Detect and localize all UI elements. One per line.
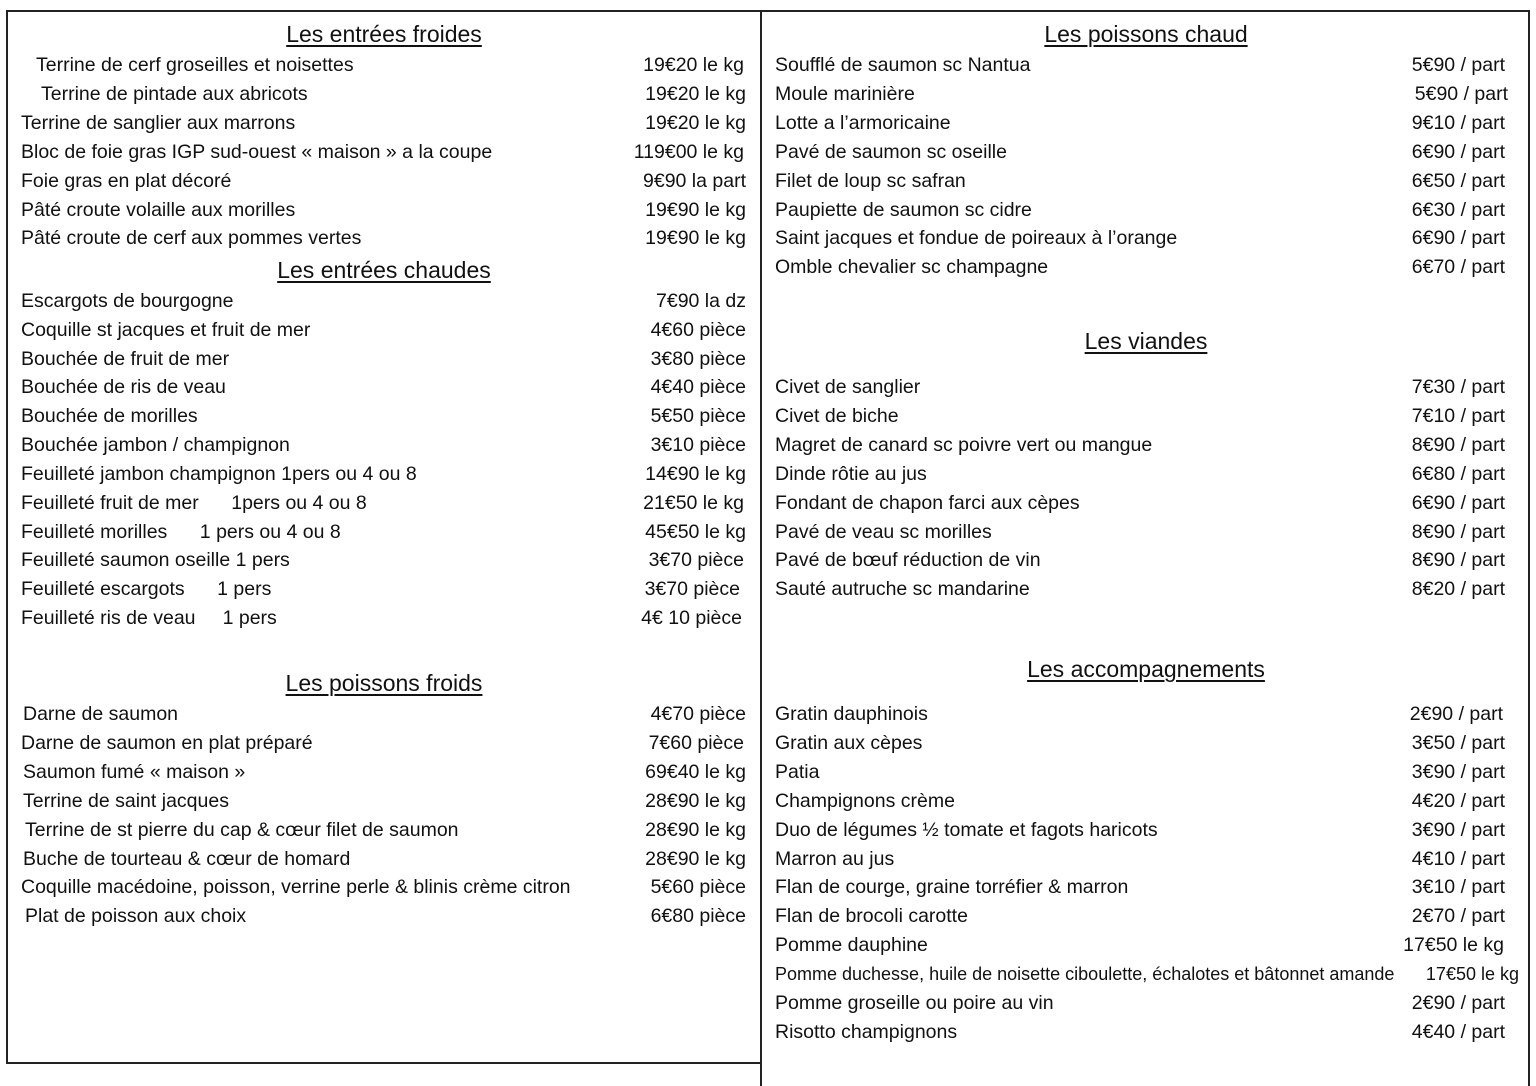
menu-item xyxy=(775,167,1505,196)
menu-item xyxy=(23,758,746,787)
item-name: Pomme dauphine xyxy=(775,934,928,956)
menu-item xyxy=(775,816,1505,845)
item-name: Flan de courge, graine torréfier & marron xyxy=(775,876,1129,898)
item-price: 21€50 le kg xyxy=(643,492,744,514)
item-name: Feuilleté jambon champignon 1pers ou 4 ou 8 xyxy=(21,463,417,485)
item-price: 4€70 pièce xyxy=(650,703,746,725)
item-name: Bouchée de fruit de mer xyxy=(21,348,230,370)
item-price: 3€10 pièce xyxy=(650,434,746,456)
item-name: Saint jacques et fondue de poireaux à l’orange xyxy=(775,227,1178,249)
menu-item xyxy=(775,518,1505,547)
item-price: 4€40 / part xyxy=(1411,1021,1505,1043)
item-name: Terrine de st pierre du cap & cœur filet de saumon xyxy=(25,819,459,841)
item-name: Coquille macédoine, poisson, verrine perle & blinis crème citron xyxy=(21,876,571,898)
item-name: Civet de biche xyxy=(775,405,899,427)
item-price: 7€30 / part xyxy=(1411,376,1505,398)
item-price: 17€50 le kg xyxy=(1425,964,1519,984)
item-name: Soufflé de saumon sc Nantua xyxy=(775,54,1031,76)
menu-item xyxy=(21,287,746,316)
menu-item xyxy=(41,80,746,109)
item-price: 4€20 / part xyxy=(1411,790,1505,812)
menu-item xyxy=(21,460,746,489)
item-price: 7€10 / part xyxy=(1411,405,1505,427)
item-name: Plat de poisson aux choix xyxy=(25,905,247,927)
section-title-entrees-chaudes: Les entrées chaudes xyxy=(277,257,491,283)
menu-item xyxy=(775,373,1505,402)
item-price: 19€90 le kg xyxy=(645,199,746,221)
item-name: Feuilleté ris de veau 1 pers xyxy=(21,607,277,629)
item-price: 7€60 pièce xyxy=(648,732,744,754)
item-name: Feuilleté morilles 1 pers ou 4 ou 8 xyxy=(21,521,341,543)
item-name: Bouchée de morilles xyxy=(21,405,198,427)
item-name: Feuilleté escargots 1 pers xyxy=(21,578,272,600)
item-price: 7€90 la dz xyxy=(656,290,746,312)
menu-item xyxy=(21,431,746,460)
menu-item xyxy=(21,402,746,431)
item-price: 3€70 pièce xyxy=(648,549,744,571)
menu-item xyxy=(775,224,1505,253)
item-name: Gratin aux cèpes xyxy=(775,732,923,754)
item-name: Magret de canard sc poivre vert ou mangue xyxy=(775,434,1153,456)
item-name: Terrine de pintade aux abricots xyxy=(41,83,308,105)
item-name: Pâté croute de cerf aux pommes vertes xyxy=(21,227,362,249)
item-price: 9€90 la part xyxy=(643,170,746,192)
menu-item xyxy=(775,931,1504,960)
menu-item xyxy=(775,489,1505,518)
menu-item xyxy=(23,700,746,729)
menu-item xyxy=(36,51,744,80)
menu-item xyxy=(21,518,746,547)
item-price: 6€80 pièce xyxy=(650,905,746,927)
menu-item xyxy=(25,816,746,845)
menu-item xyxy=(775,51,1505,80)
item-price: 6€90 / part xyxy=(1411,492,1505,514)
item-price: 3€90 / part xyxy=(1411,761,1505,783)
item-name: Terrine de cerf groseilles et noisettes xyxy=(36,54,354,76)
item-name: Terrine de sanglier aux marrons xyxy=(21,112,296,134)
item-name: Gratin dauphinois xyxy=(775,703,928,725)
item-price: 3€50 / part xyxy=(1411,732,1505,754)
item-price: 14€90 le kg xyxy=(645,463,746,485)
menu-item xyxy=(21,575,740,604)
menu-item xyxy=(21,373,746,402)
menu-item xyxy=(775,109,1505,138)
item-price: 17€50 le kg xyxy=(1403,934,1504,956)
item-name: Darne de saumon xyxy=(23,703,179,725)
menu-item xyxy=(21,729,744,758)
item-price: 28€90 le kg xyxy=(645,848,746,870)
item-name: Patia xyxy=(775,761,820,783)
item-name: Fondant de chapon farci aux cèpes xyxy=(775,492,1080,514)
menu-item xyxy=(23,845,746,874)
section-title-accompagnements: Les accompagnements xyxy=(1027,656,1265,682)
menu-item xyxy=(775,960,1519,989)
item-name: Pavé de bœuf réduction de vin xyxy=(775,549,1041,571)
item-name: Pomme groseille ou poire au vin xyxy=(775,992,1054,1014)
menu-item xyxy=(21,109,746,138)
item-name: Saumon fumé « maison » xyxy=(23,761,246,783)
item-name: Foie gras en plat décoré xyxy=(21,170,232,192)
item-price: 5€60 pièce xyxy=(650,876,746,898)
menu-item xyxy=(21,345,746,374)
menu-item xyxy=(21,196,746,225)
item-name: Duo de légumes ½ tomate et fagots haricots xyxy=(775,819,1158,841)
item-price: 19€90 le kg xyxy=(645,227,746,249)
menu-item xyxy=(23,787,746,816)
item-price: 3€10 / part xyxy=(1411,876,1505,898)
item-price: 19€20 le kg xyxy=(645,112,746,134)
menu-item xyxy=(775,431,1505,460)
menu-item xyxy=(775,729,1505,758)
item-price: 2€90 / part xyxy=(1411,992,1505,1014)
menu-item xyxy=(775,253,1505,282)
item-name: Paupiette de saumon sc cidre xyxy=(775,199,1032,221)
item-price: 4€10 / part xyxy=(1411,848,1505,870)
menu-item xyxy=(775,575,1505,604)
item-name: Bloc de foie gras IGP sud-ouest « maison » a la coupe xyxy=(21,141,493,163)
menu-item xyxy=(21,167,746,196)
section-title-entrees-froides: Les entrées froides xyxy=(286,21,482,47)
menu-item xyxy=(775,138,1505,167)
menu-item xyxy=(21,604,742,633)
item-price: 119€00 le kg xyxy=(633,141,744,163)
item-price: 5€90 / part xyxy=(1414,83,1508,105)
item-price: 2€70 / part xyxy=(1411,905,1505,927)
section-title-poissons-chaud: Les poissons chaud xyxy=(1044,21,1248,47)
menu-item xyxy=(775,402,1505,431)
menu-item xyxy=(775,460,1505,489)
item-name: Darne de saumon en plat préparé xyxy=(21,732,313,754)
item-name: Marron au jus xyxy=(775,848,895,870)
item-price: 3€90 / part xyxy=(1411,819,1505,841)
item-price: 6€30 / part xyxy=(1411,199,1505,221)
menu-item xyxy=(21,873,746,902)
right-column xyxy=(762,0,1536,1086)
item-name: Omble chevalier sc champagne xyxy=(775,256,1049,278)
item-price: 6€90 / part xyxy=(1411,227,1505,249)
item-price: 3€80 pièce xyxy=(650,348,746,370)
item-name: Champignons crème xyxy=(775,790,955,812)
item-price: 8€90 / part xyxy=(1411,521,1505,543)
menu-item xyxy=(775,80,1508,109)
item-price: 6€90 / part xyxy=(1411,141,1505,163)
item-name: Filet de loup sc safran xyxy=(775,170,966,192)
item-name: Flan de brocoli carotte xyxy=(775,905,968,927)
section-title-viandes: Les viandes xyxy=(1084,328,1208,354)
item-name: Bouchée de ris de veau xyxy=(21,376,226,398)
item-name: Pavé de veau sc morilles xyxy=(775,521,992,543)
item-price: 28€90 le kg xyxy=(645,790,746,812)
item-name: Sauté autruche sc mandarine xyxy=(775,578,1030,600)
item-name: Pomme duchesse, huile de noisette ciboulette, échalotes et bâtonnet amande xyxy=(775,964,1395,984)
item-name: Feuilleté fruit de mer 1pers ou 4 ou 8 xyxy=(21,492,367,514)
menu-item xyxy=(775,1018,1505,1047)
item-price: 28€90 le kg xyxy=(645,819,746,841)
menu-item xyxy=(775,700,1503,729)
item-price: 8€90 / part xyxy=(1411,549,1505,571)
item-price: 5€90 / part xyxy=(1411,54,1505,76)
menu-item xyxy=(775,873,1505,902)
item-price: 19€20 le kg xyxy=(645,83,746,105)
section-title-poissons-froids: Les poissons froids xyxy=(285,670,483,696)
item-name: Pâté croute volaille aux morilles xyxy=(21,199,296,221)
item-price: 6€80 / part xyxy=(1411,463,1505,485)
item-name: Moule marinière xyxy=(775,83,915,105)
item-price: 6€50 / part xyxy=(1411,170,1505,192)
item-name: Terrine de saint jacques xyxy=(23,790,229,812)
item-price: 3€70 pièce xyxy=(644,578,740,600)
menu-item xyxy=(775,787,1505,816)
item-price: 19€20 le kg xyxy=(643,54,744,76)
menu-item xyxy=(25,902,746,931)
menu-item xyxy=(775,546,1505,575)
menu-item xyxy=(775,845,1505,874)
item-name: Civet de sanglier xyxy=(775,376,921,398)
item-price: 69€40 le kg xyxy=(645,761,746,783)
menu-item xyxy=(21,224,746,253)
item-name: Risotto champignons xyxy=(775,1021,958,1043)
menu-item xyxy=(21,489,744,518)
item-price: 4€ 10 pièce xyxy=(641,607,742,629)
item-name: Pavé de saumon sc oseille xyxy=(775,141,1007,163)
menu-item xyxy=(775,196,1505,225)
menu-item xyxy=(21,138,744,167)
item-price: 2€90 / part xyxy=(1409,703,1503,725)
item-price: 45€50 le kg xyxy=(645,521,746,543)
item-price: 4€40 pièce xyxy=(650,376,746,398)
menu-item xyxy=(775,758,1505,787)
item-price: 8€20 / part xyxy=(1411,578,1505,600)
item-name: Lotte a l’armoricaine xyxy=(775,112,951,134)
menu-item xyxy=(21,546,744,575)
menu-item xyxy=(775,902,1505,931)
item-name: Feuilleté saumon oseille 1 pers xyxy=(21,549,290,571)
item-name: Dinde rôtie au jus xyxy=(775,463,927,485)
left-column xyxy=(0,0,760,1086)
menu-item xyxy=(775,989,1505,1018)
item-price: 5€50 pièce xyxy=(650,405,746,427)
item-name: Bouchée jambon / champignon xyxy=(21,434,290,456)
item-price: 6€70 / part xyxy=(1411,256,1505,278)
item-name: Escargots de bourgogne xyxy=(21,290,234,312)
item-price: 4€60 pièce xyxy=(650,319,746,341)
item-name: Buche de tourteau & cœur de homard xyxy=(23,848,351,870)
item-price: 8€90 / part xyxy=(1411,434,1505,456)
item-name: Coquille st jacques et fruit de mer xyxy=(21,319,311,341)
menu-item xyxy=(21,316,746,345)
item-price: 9€10 / part xyxy=(1411,112,1505,134)
